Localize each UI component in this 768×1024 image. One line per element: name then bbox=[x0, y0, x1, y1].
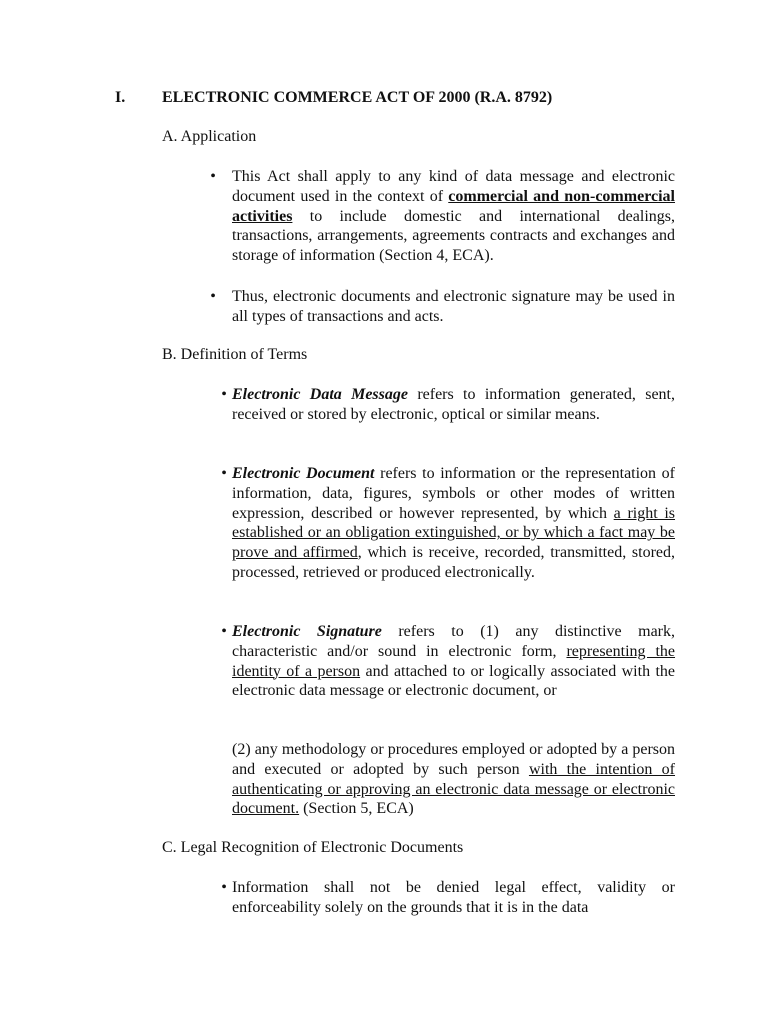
bullet-dot-icon: • bbox=[221, 623, 227, 640]
definition-text: (2) any methodology or procedures employed or adopted by a person and executed or adopted by such person bbox=[232, 741, 675, 778]
definition-text: , which is receive, recorded, transmitted, stored, processed, retrieved or produced electronically. bbox=[232, 544, 676, 581]
definition-underlined: representing the identity of a person bbox=[232, 642, 676, 680]
section-heading bbox=[115, 88, 715, 108]
section-number: I. bbox=[115, 89, 126, 106]
bullet-dot-icon: • bbox=[210, 168, 216, 185]
definition-document bbox=[221, 464, 676, 583]
definition-text: (Section 5, ECA) bbox=[299, 800, 414, 818]
definition-term: Electronic Document bbox=[232, 465, 375, 482]
bullet-dot-icon: • bbox=[210, 288, 216, 305]
definition-text: refers to information or the representation of information, data, figures, symbols or other modes of written expression, described or however represented, by which bbox=[232, 465, 675, 522]
definition-signature bbox=[221, 622, 676, 701]
bullet-text: Information shall not be denied legal effect, validity or enforceability solely on the grounds that it is in the data bbox=[232, 879, 675, 916]
definition-term: Electronic Data Message bbox=[232, 386, 408, 403]
definition-text: and attached to or logically associated with the electronic data message or electronic document, or bbox=[232, 662, 675, 700]
definition-text: refers to information generated, sent, received or stored by electronic, optical or similar means. bbox=[232, 386, 675, 423]
definition-term: Electronic Signature bbox=[232, 623, 382, 640]
subheading-application: A. Application bbox=[162, 128, 257, 145]
definition-underlined: a right is established or an obligation extinguished, or by which a fact may be prove and affirmed bbox=[232, 504, 676, 562]
definition-text: refers to (1) any distinctive mark, characteristic and/or sound in electronic form, bbox=[232, 623, 675, 660]
bullet-text: to include domestic and international dealings, transactions, arrangements, agreements contracts and exchanges and storage of information (Section 4, ECA). bbox=[232, 207, 675, 265]
application-bullet-2 bbox=[210, 287, 675, 327]
definition-data-message bbox=[221, 385, 675, 425]
subheading-definitions: B. Definition of Terms bbox=[162, 346, 308, 363]
bullet-text: This Act shall apply to any kind of data message and electronic document used in the context of bbox=[232, 168, 675, 205]
bullet-dot-icon: • bbox=[221, 465, 227, 482]
section-title: ELECTRONIC COMMERCE ACT OF 2000 (R.A. 8792) bbox=[162, 89, 553, 106]
definition-underlined: with the intention of authenticating or approving an electronic data message or electronic document. bbox=[232, 760, 676, 818]
definition-signature-part-2 bbox=[232, 740, 675, 819]
bullet-text: Thus, electronic documents and electronic signature may be used in all types of transactions and acts. bbox=[232, 288, 675, 325]
subheading-recognition: C. Legal Recognition of Electronic Documents bbox=[162, 839, 464, 856]
application-bullet-1 bbox=[210, 167, 675, 266]
bullet-dot-icon: • bbox=[221, 879, 227, 896]
recognition-bullet-1 bbox=[221, 878, 675, 918]
bullet-emphasis: commercial and non-commercial activities bbox=[232, 187, 675, 225]
bullet-dot-icon: • bbox=[221, 386, 227, 403]
